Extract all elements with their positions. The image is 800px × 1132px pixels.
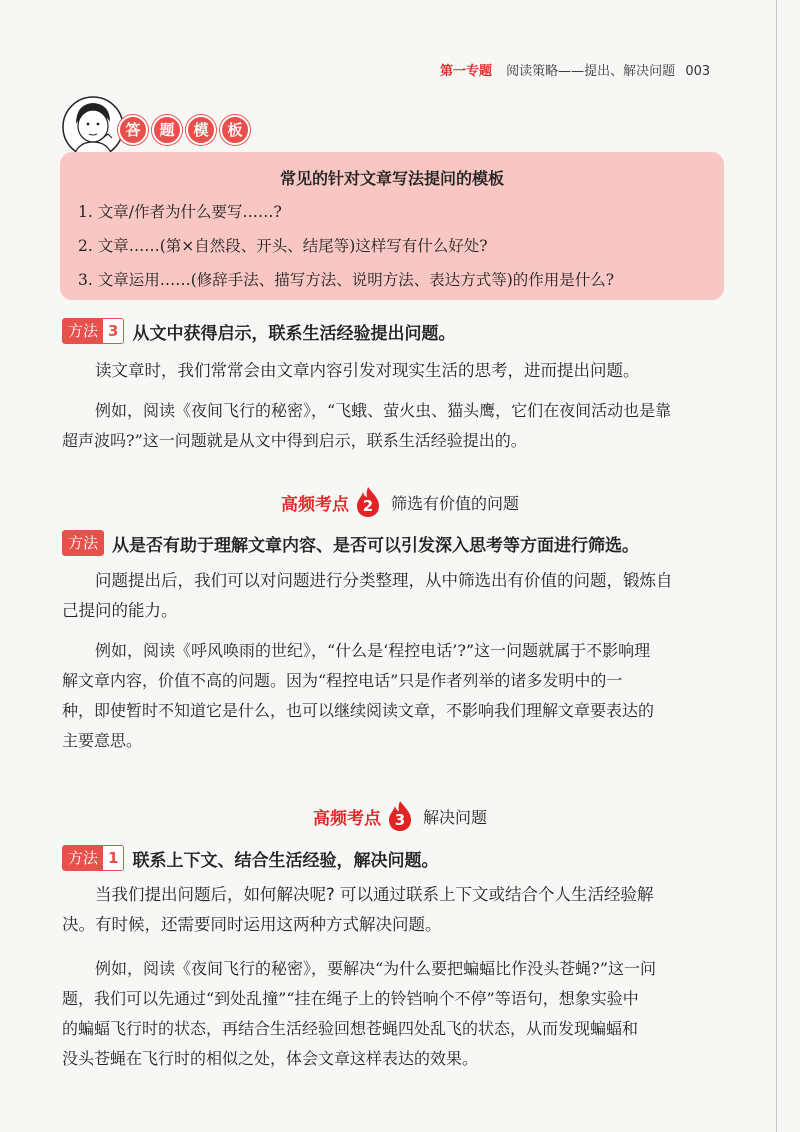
method-tag [62,845,124,871]
header-title: 阅读策略——提出、解决问题 [506,64,676,79]
example-line: 主要意思。 [62,731,143,750]
template-item: 2. 文章……(第×自然段、开头、结尾等)这样写有什么好处? [78,237,488,255]
template-item: 3. 文章运用……(修辞手法、描写方法、说明方法、表达方式等)的作用是什么? [78,271,615,289]
method-tag-number: 1 [103,846,123,870]
key-point-title: 筛选有价值的问题 [390,493,519,513]
method-tag-label: 方法 [63,319,103,343]
paragraph-line: 读文章时，我们常常会由文章内容引发对现实生活的思考，进而提出问题。 [95,361,640,380]
page-number: 003 [685,64,711,79]
example-line: 的蝙蝠飞行时的状态，再结合生活经验回想苍蝇四处乱飞的状态，从而发现蝙蝠和 [62,1019,639,1038]
key-point-title: 解决问题 [422,807,487,827]
example-line: 例如，阅读《呼风唤雨的世纪》，“什么是‘程控电话’?”这一问题就属于不影响理 [95,641,651,660]
example-line: 种，即使暂时不知道它是什么，也可以继续阅读文章，不影响我们理解文章要表达的 [62,701,655,720]
template-label-char: 答 [118,115,148,145]
method-text: 从是否有助于理解文章内容、是否可以引发深入思考等方面进行筛选。 [112,535,640,556]
method-screen-paragraph [62,566,728,626]
example-line: 超声波吗?”这一问题就是从文中得到启示，联系生活经验提出的。 [62,431,527,450]
example-line: 例如，阅读《夜间飞行的秘密》，要解决“为什么要把蝙蝠比作没头苍蝇?”这一问 [95,959,656,978]
method-text: 联系上下文、结合生活经验，解决问题。 [132,850,439,871]
example-line: 题，我们可以先通过“到处乱撞”“挂在绳子上的铃铛响个不停”等语句，想象实验中 [62,989,639,1008]
method-tag [62,530,104,556]
key-point-3 [0,800,800,832]
method-1-paragraph [62,880,728,940]
method-tag-label: 方法 [63,531,103,555]
running-header [440,60,710,79]
flame-number-icon [355,486,381,518]
template-item: 1. 文章/作者为什么要写……? [78,203,282,221]
method-3-heading [62,318,455,344]
template-heading: 常见的针对文章写法提问的模板 [279,169,504,188]
template-label-char: 板 [220,115,250,145]
boy-thinking-avatar-icon [62,94,124,160]
paragraph-line: 决。有时候，还需要同时运用这两种方式解决问题。 [62,915,442,934]
flame-number-icon [387,800,413,832]
method-screen-heading [62,530,639,556]
template-label-char: 模 [186,115,216,145]
key-point-label: 高频考点 [312,808,381,829]
template-label [118,115,250,145]
example-line: 解文章内容，价值不高的问题。因为“程控电话”只是作者列举的诸多发明中的一 [62,671,623,690]
method-text: 从文中获得启示，联系生活经验提出问题。 [132,323,456,344]
key-point-label: 高频考点 [280,494,349,515]
template-box [60,152,724,300]
example-line: 例如，阅读《夜间飞行的秘密》，“飞蛾、萤火虫、猫头鹰，它们在夜间活动也是靠 [95,401,672,420]
method-screen-example [62,636,728,756]
header-topic: 第一专题 [440,64,493,79]
method-3-paragraph [62,356,728,386]
flame-number: 3 [394,811,406,829]
method-3-example [62,396,728,456]
example-line: 没头苍蝇在飞行时的相似之处，体会文章这样表达的效果。 [62,1049,479,1068]
method-1-example [62,954,728,1074]
key-point-2 [0,486,800,518]
method-tag-label: 方法 [63,846,103,870]
paragraph-line: 当我们提出问题后，如何解决呢? 可以通过联系上下文或结合个人生活经验解 [95,885,654,904]
paragraph-line: 己提问的能力。 [62,601,178,620]
method-1-heading [62,845,438,871]
paragraph-line: 问题提出后，我们可以对问题进行分类整理，从中筛选出有价值的问题，锻炼自 [95,571,673,590]
page-edge [776,0,777,1132]
flame-number: 2 [362,497,374,515]
template-label-char: 题 [152,115,182,145]
method-tag-number: 3 [103,319,123,343]
method-tag [62,318,124,344]
